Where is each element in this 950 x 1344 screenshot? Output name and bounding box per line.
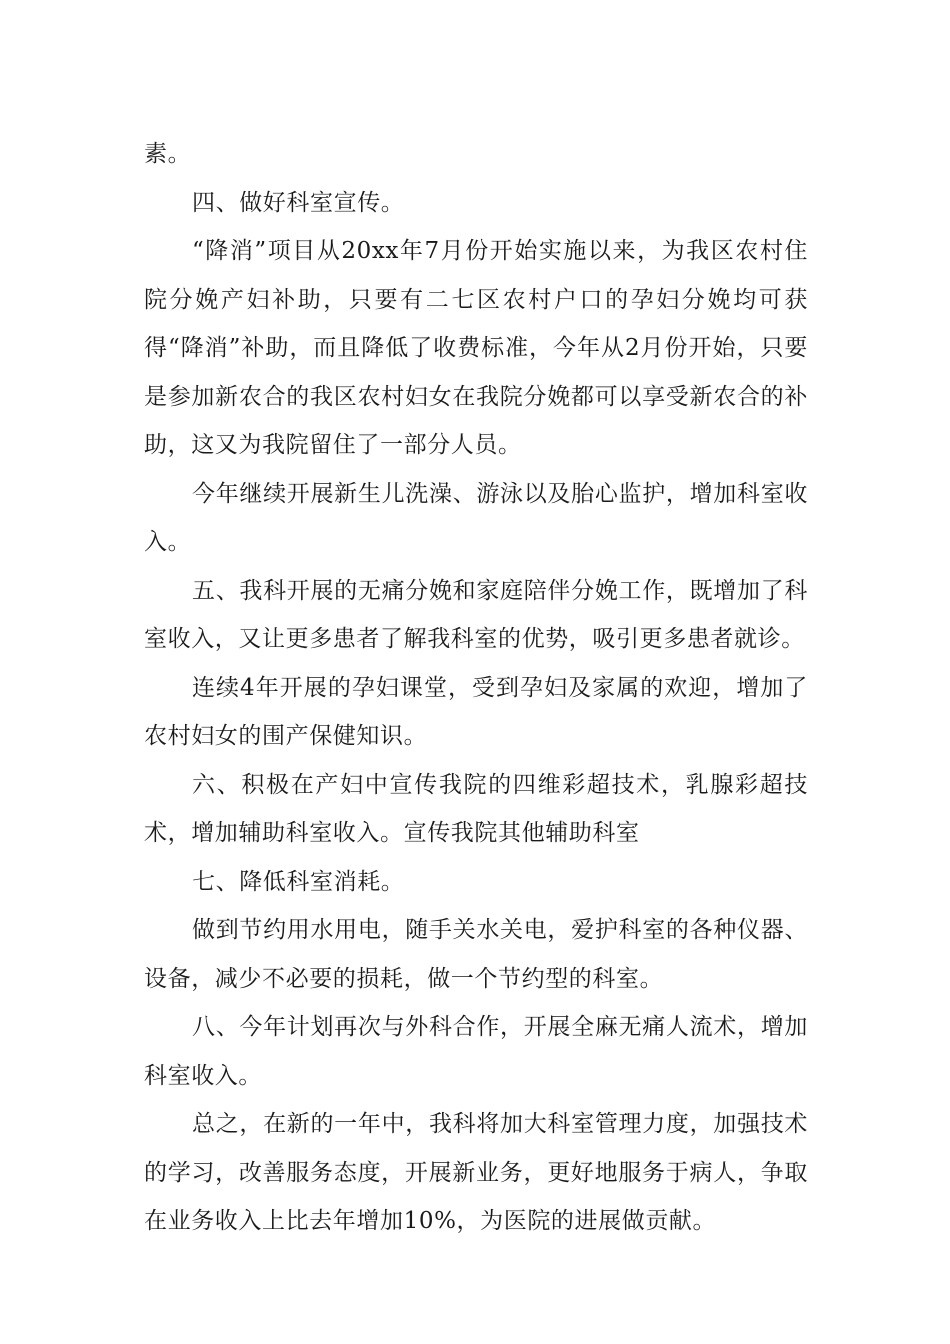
paragraph-conclusion: 总之，在新的一年中，我科将加大科室管理力度，加强技术的学习，改善服务态度，开展新业务，更好地服务于病人，争取在业务收入上比去年增加10%，为医院的进展做贡献。 <box>144 1111 808 1234</box>
paragraph-continuation: 素。 <box>144 141 192 167</box>
paragraph-pregnancy-class: 连续4年开展的孕妇课堂，受到孕妇及家属的欢迎，增加了农村妇女的围产保健知识。 <box>144 674 808 749</box>
paragraph-jiangxiao: “降消”项目从20xx年7月份开始实施以来，为我区农村住院分娩产妇补助，只要有二七区农村户口的孕妇分娩均可获得“降消”补助，而且降低了收费标准，今年从2月份开始，只要是参加新农合的我区农村妇女在我院分娩都可以享受新农合的补助，这又为我院留住了一部分人员。 <box>144 238 808 458</box>
section-heading-8: 八、今年计划再次与外科合作，开展全麻无痛人流术，增加科室收入。 <box>144 1014 808 1089</box>
section-heading-7: 七、降低科室消耗。 <box>192 868 405 895</box>
paragraph-newborn-services: 今年继续开展新生儿洗澡、游泳以及胎心监护，增加科室收入。 <box>144 480 808 555</box>
section-heading-5: 五、我科开展的无痛分娩和家庭陪伴分娩工作，既增加了科室收入，又让更多患者了解我科室的优势，吸引更多患者就诊。 <box>144 577 808 652</box>
section-heading-6: 六、积极在产妇中宣传我院的四维彩超技术，乳腺彩超技术，增加辅助科室收入。宣传我院其他辅助科室 <box>144 771 808 846</box>
document-body <box>144 130 808 1246</box>
paragraph-saving: 做到节约用水用电，随手关水关电，爱护科室的各种仪器、设备，减少不必要的损耗，做一个节约型的科室。 <box>144 917 808 992</box>
section-heading-4: 四、做好科室宣传。 <box>192 189 405 216</box>
